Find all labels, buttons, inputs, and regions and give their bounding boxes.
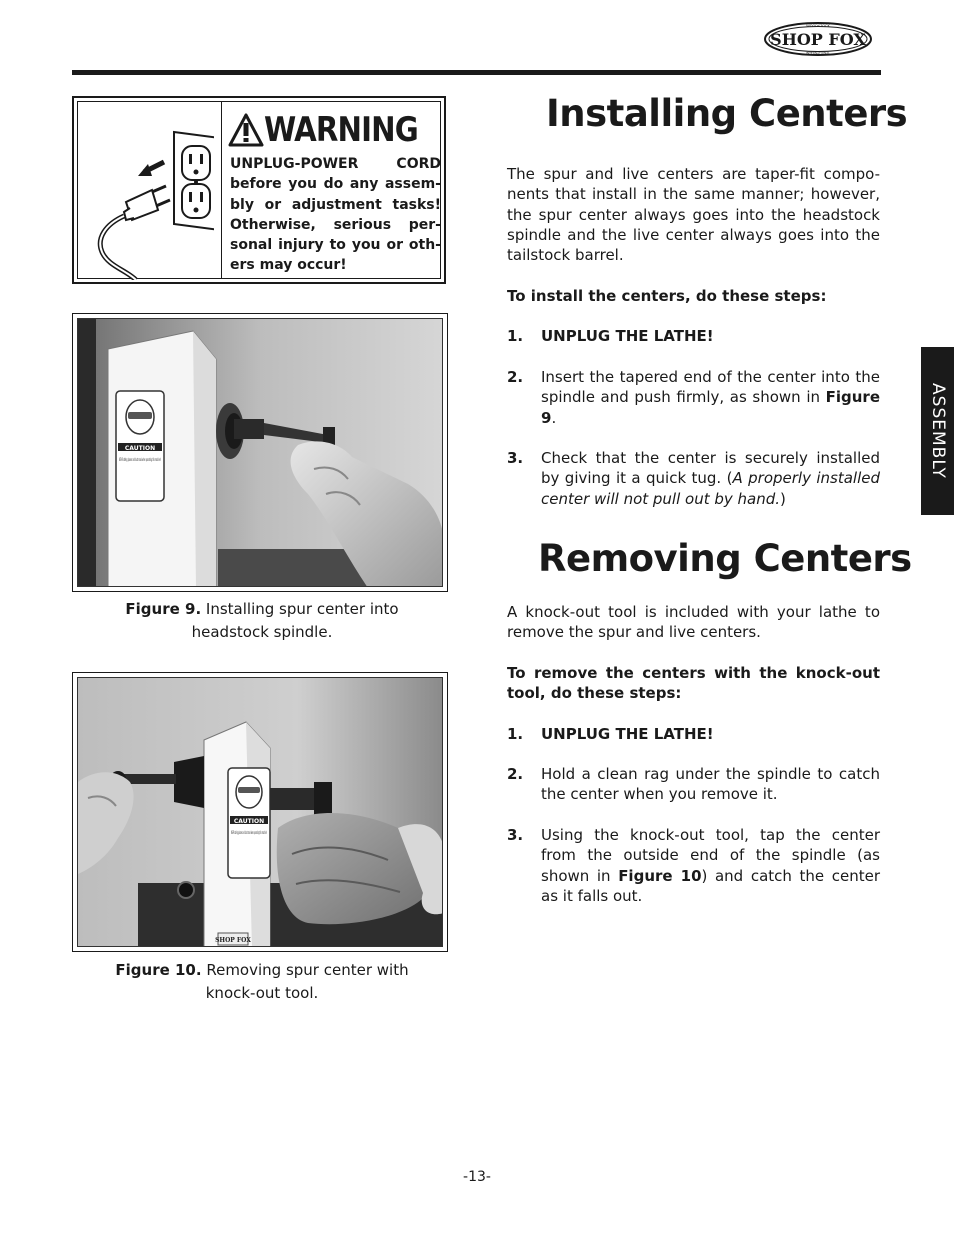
figure-10-decal-text: WEAR safety glasses and dust mask when operating this machine! <box>231 830 267 835</box>
warning-title-text: WARNING <box>264 110 418 150</box>
warning-text: UNPLUG-POWER CORD before you do any assem-bly or adjustment tasks! Otherwise, serious per-sonal injury to you or oth-ers may occur! <box>230 156 441 274</box>
removing-intro: A knock-out tool is included with your lathe to remove the spur and live centers. <box>507 603 880 642</box>
warning-box <box>72 96 446 284</box>
step-text: UNPLUG THE LATHE! <box>541 725 714 743</box>
step-text: Hold a clean rag under the spindle to catch the center when you remove it. <box>541 765 880 804</box>
step-text: Insert the tapered end of the center into the spindle and push firmly, as shown in Figure 9. <box>541 368 880 427</box>
side-tab-assembly <box>921 347 954 515</box>
step-number: 3. <box>507 449 524 467</box>
installing-step-1 <box>507 326 880 346</box>
figure-10-reference: Figure 10 <box>618 866 702 885</box>
step-text: UNPLUG THE LATHE! <box>541 327 714 345</box>
step-note: A properly installed center will not pull out by hand. <box>541 469 881 508</box>
step-text: Check that the center is securely installed by giving it a quick tug. (A properly installed center will not pull out by hand.) <box>541 449 881 508</box>
figure-10-badge: SHOP FOX <box>215 937 251 944</box>
logo-small-bottom: INTERNATIONAL <box>805 51 831 55</box>
step-number: 1. <box>507 327 524 345</box>
step-number: 3. <box>507 826 524 844</box>
figure-10-decal-title: CAUTION <box>233 818 265 825</box>
installing-intro: The spur and live centers are taper-fit compo-nents that install in the same manner; however, the spur center always goes into the headstock spindle and the live center always goes into the tailstock barrel. <box>507 165 880 265</box>
warning-divider <box>221 102 222 278</box>
step-number: 1. <box>507 725 524 743</box>
figure-9-reference: Figure 9 <box>541 388 880 427</box>
figure-9-caption <box>105 598 419 644</box>
figure-9-caption-text: Installing spur center into headstock spindle. <box>191 600 399 641</box>
installing-centers-title: Installing Centers <box>546 92 908 135</box>
warning-title <box>228 110 443 150</box>
side-tab-label: ASSEMBLY <box>927 383 948 479</box>
header-rule <box>72 70 881 75</box>
figure-9-label: Figure 9. <box>125 600 202 618</box>
removing-step-3 <box>507 825 880 906</box>
shop-fox-logo <box>763 21 873 57</box>
step-number: 2. <box>507 765 524 783</box>
figure-9-decal-text <box>119 457 161 463</box>
removing-step-1 <box>507 724 880 744</box>
removing-lead: To remove the centers with the knock-out tool, do these steps: <box>507 664 880 703</box>
logo-text: SHOP FOX <box>770 30 866 49</box>
figure-10-caption <box>105 959 419 1005</box>
figure-9-decal-title: CAUTION <box>124 445 156 452</box>
step-text: Using the knock-out tool, tap the center from the outside end of the spindle (as shown in Figure 10) and catch the center as it falls out. <box>541 826 880 905</box>
warning-triangle-icon <box>228 113 264 147</box>
installing-step-2 <box>507 367 880 428</box>
removing-step-2 <box>507 764 880 805</box>
logo-small-top: WOODSTOCK <box>806 24 830 28</box>
figure-10-photo <box>72 672 448 952</box>
step-number: 2. <box>507 368 524 386</box>
unplug-cord-icon <box>86 120 214 280</box>
figure-10-caption-text: Removing spur center with knock-out tool. <box>205 961 409 1002</box>
removing-centers-title: Removing Centers <box>538 537 912 580</box>
installing-step-3 <box>507 448 880 509</box>
installing-lead: To install the centers, do these steps: <box>507 287 827 305</box>
page-number: -13- <box>463 1169 491 1185</box>
figure-9-photo <box>72 313 448 592</box>
figure-10-label: Figure 10. <box>115 961 202 979</box>
